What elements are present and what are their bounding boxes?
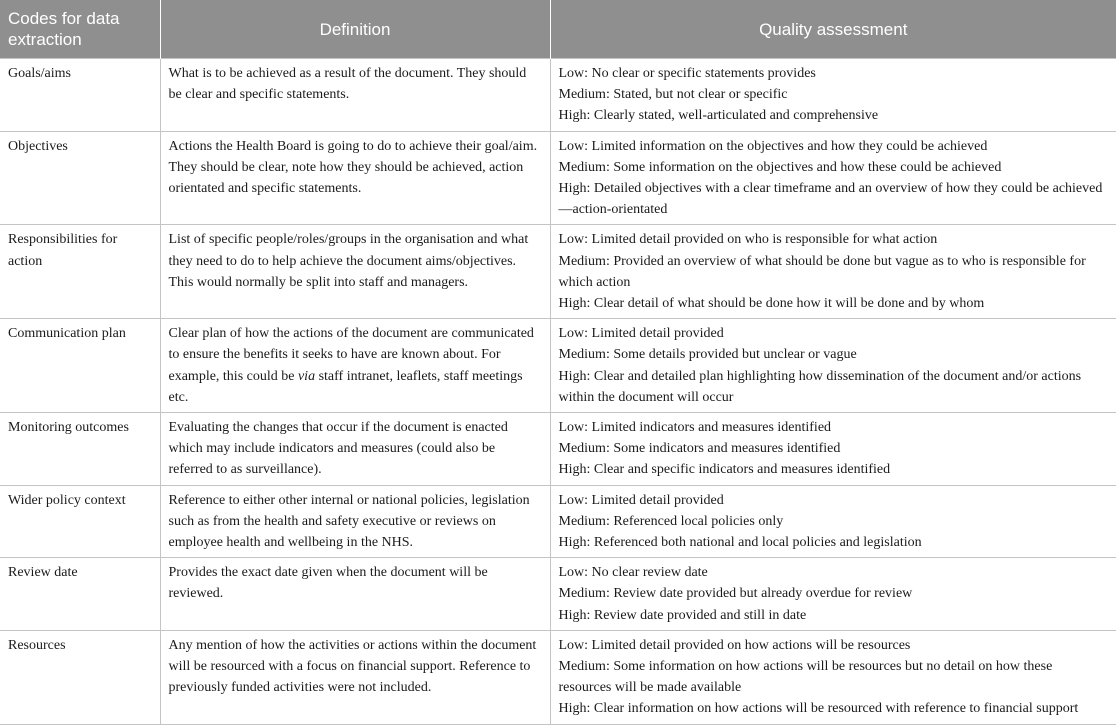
code-cell: Review date [0, 558, 160, 631]
quality-medium: Medium: Provided an overview of what should be done but vague as to who is responsible for which action [558, 253, 1086, 290]
definition-text-end: staff intranet, leaflets, staff meetings etc. [168, 368, 523, 405]
quality-medium: Medium: Stated, but not clear or specific [558, 87, 788, 103]
code-cell: Objectives [0, 131, 160, 225]
quality-cell [550, 131, 1116, 225]
quality-cell [550, 225, 1116, 319]
table-row [0, 319, 1116, 413]
table-row [0, 485, 1116, 558]
definition-cell: Any mention of how the activities or actions within the document will be resourced with a focus on financial support. Reference to previously funded activities were not included. [160, 630, 550, 724]
quality-high: High: Detailed objectives with a clear timeframe and an overview of how they could be achieved—action-orientated [558, 181, 1103, 218]
quality-low: Low: Limited detail provided on who is responsible for what action [558, 232, 938, 248]
code-cell: Resources [0, 630, 160, 724]
quality-cell [550, 485, 1116, 558]
table-body [0, 59, 1116, 725]
quality-medium: Medium: Referenced local policies only [558, 513, 784, 529]
definition-italic: via [297, 368, 316, 384]
quality-low: Low: Limited detail provided on how actions will be resources [558, 637, 911, 653]
definition-cell: Actions the Health Board is going to do to achieve their goal/aim. They should be clear, note how they should be achieved, action orientated and specific statements. [160, 131, 550, 225]
table-row [0, 413, 1116, 486]
quality-cell [550, 413, 1116, 486]
code-cell: Monitoring outcomes [0, 413, 160, 486]
quality-low: Low: No clear or specific statements provides [558, 66, 816, 81]
definition-cell: What is to be achieved as a result of the document. They should be clear and specific statements. [160, 59, 550, 132]
table-row [0, 59, 1116, 132]
header-row [0, 0, 1116, 59]
quality-low: Low: Limited detail provided [558, 492, 724, 508]
quality-cell [550, 59, 1116, 132]
quality-cell [550, 630, 1116, 724]
quality-cell [550, 558, 1116, 631]
header-quality-assessment: Quality assessment [550, 0, 1116, 59]
quality-high: High: Clear information on how actions will be resourced with reference to financial support [558, 701, 1079, 717]
quality-medium: Medium: Some indicators and measures identified [558, 441, 841, 457]
quality-low: Low: Limited indicators and measures identified [558, 420, 832, 436]
quality-high: High: Clear and specific indicators and measures identified [558, 462, 891, 478]
quality-high: High: Clear detail of what should be done how it will be done and by whom [558, 296, 985, 312]
header-definition: Definition [160, 0, 550, 59]
quality-medium: Medium: Some information on the objectives and how these could be achieved [558, 159, 1002, 175]
quality-medium: Medium: Some details provided but unclear or vague [558, 347, 857, 363]
definition-cell: Reference to either other internal or national policies, legislation such as from the health and safety executive or reviews on employee health and wellbeing in the NHS. [160, 485, 550, 558]
quality-high: High: Referenced both national and local policies and legislation [558, 535, 922, 551]
definition-cell [160, 319, 550, 413]
table-row [0, 225, 1116, 319]
table-header [0, 0, 1116, 59]
code-cell: Wider policy context [0, 485, 160, 558]
quality-cell [550, 319, 1116, 413]
definition-cell: List of specific people/roles/groups in the organisation and what they need to do to help achieve the document aims/objectives. This would normally be split into staff and managers. [160, 225, 550, 319]
quality-high: High: Clearly stated, well-articulated and comprehensive [558, 108, 879, 124]
table-row [0, 131, 1116, 225]
quality-medium: Medium: Review date provided but already overdue for review [558, 586, 913, 602]
header-codes: Codes for data extraction [0, 0, 160, 59]
code-cell: Responsibilities for action [0, 225, 160, 319]
quality-low: Low: Limited information on the objectives and how they could be achieved [558, 138, 988, 154]
code-cell: Communication plan [0, 319, 160, 413]
table-row [0, 558, 1116, 631]
definition-cell: Provides the exact date given when the document will be reviewed. [160, 558, 550, 631]
quality-high: High: Clear and detailed plan highlighting how dissemination of the document and/or actions within the document will occur [558, 368, 1082, 405]
quality-medium: Medium: Some information on how actions will be resources but no detail on how these resources will be made available [558, 659, 1053, 696]
quality-low: Low: No clear review date [558, 565, 708, 581]
quality-low: Low: Limited detail provided [558, 326, 724, 342]
quality-high: High: Review date provided and still in date [558, 607, 807, 623]
table-row [0, 630, 1116, 724]
definition-text: Clear plan of how the actions of the document are communicated to ensure the benefits it seeks to have are known about. For example, this could be [168, 326, 534, 384]
definition-cell: Evaluating the changes that occur if the document is enacted which may include indicators and measures (could also be referred to as surveillance). [160, 413, 550, 486]
code-cell: Goals/aims [0, 59, 160, 132]
